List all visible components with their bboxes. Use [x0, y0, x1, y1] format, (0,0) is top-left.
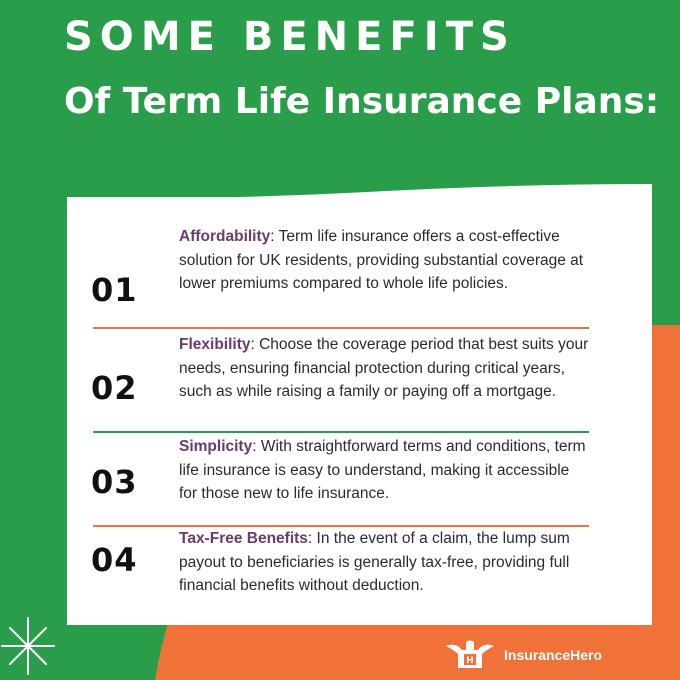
benefit-item-3 [67, 435, 652, 525]
benefit-term: Affordability [179, 228, 271, 245]
benefit-number: 02 [91, 369, 138, 407]
divider-orange [93, 327, 589, 329]
benefit-text [179, 333, 591, 404]
superhero-logo-icon [442, 638, 498, 672]
benefits-card [67, 197, 652, 625]
svg-text:H: H [466, 656, 474, 666]
benefit-description: : In the event of a claim, the lump sum payout to beneficiaries is generally tax-free, providing full financial benefits without deduction. [179, 530, 570, 594]
benefit-text [179, 527, 591, 598]
benefit-term: Tax-Free Benefits [179, 530, 308, 547]
benefit-item-4 [67, 527, 652, 623]
benefit-description: : With straightforward terms and conditions, term life insurance is easy to understand, making it accessible for those new to life insurance. [179, 438, 586, 502]
benefit-item-1 [67, 221, 652, 325]
heading-kicker: SOME BENEFITS [64, 14, 516, 60]
benefit-item-2 [67, 331, 652, 431]
benefit-number: 03 [91, 463, 138, 501]
benefit-term: Simplicity [179, 438, 253, 455]
benefit-term: Flexibility [179, 336, 251, 353]
benefit-description: : Choose the coverage period that best suits your needs, ensuring financial protection during critical years, such as while raising a family or paying off a mortgage. [179, 336, 589, 400]
sparkle-icon [0, 612, 70, 680]
brand-logo [442, 637, 602, 673]
page-title: Of Term Life Insurance Plans: [64, 81, 660, 122]
benefit-description: : Term life insurance offers a cost-effective solution for UK residents, providing substantial coverage at lower premiums compared to whole life policies. [179, 228, 584, 292]
divider-green [93, 431, 589, 433]
benefit-number: 01 [91, 271, 138, 309]
benefit-text [179, 225, 591, 296]
benefit-number: 04 [91, 541, 138, 579]
brand-name: InsuranceHero [504, 647, 603, 663]
benefit-text [179, 435, 591, 506]
